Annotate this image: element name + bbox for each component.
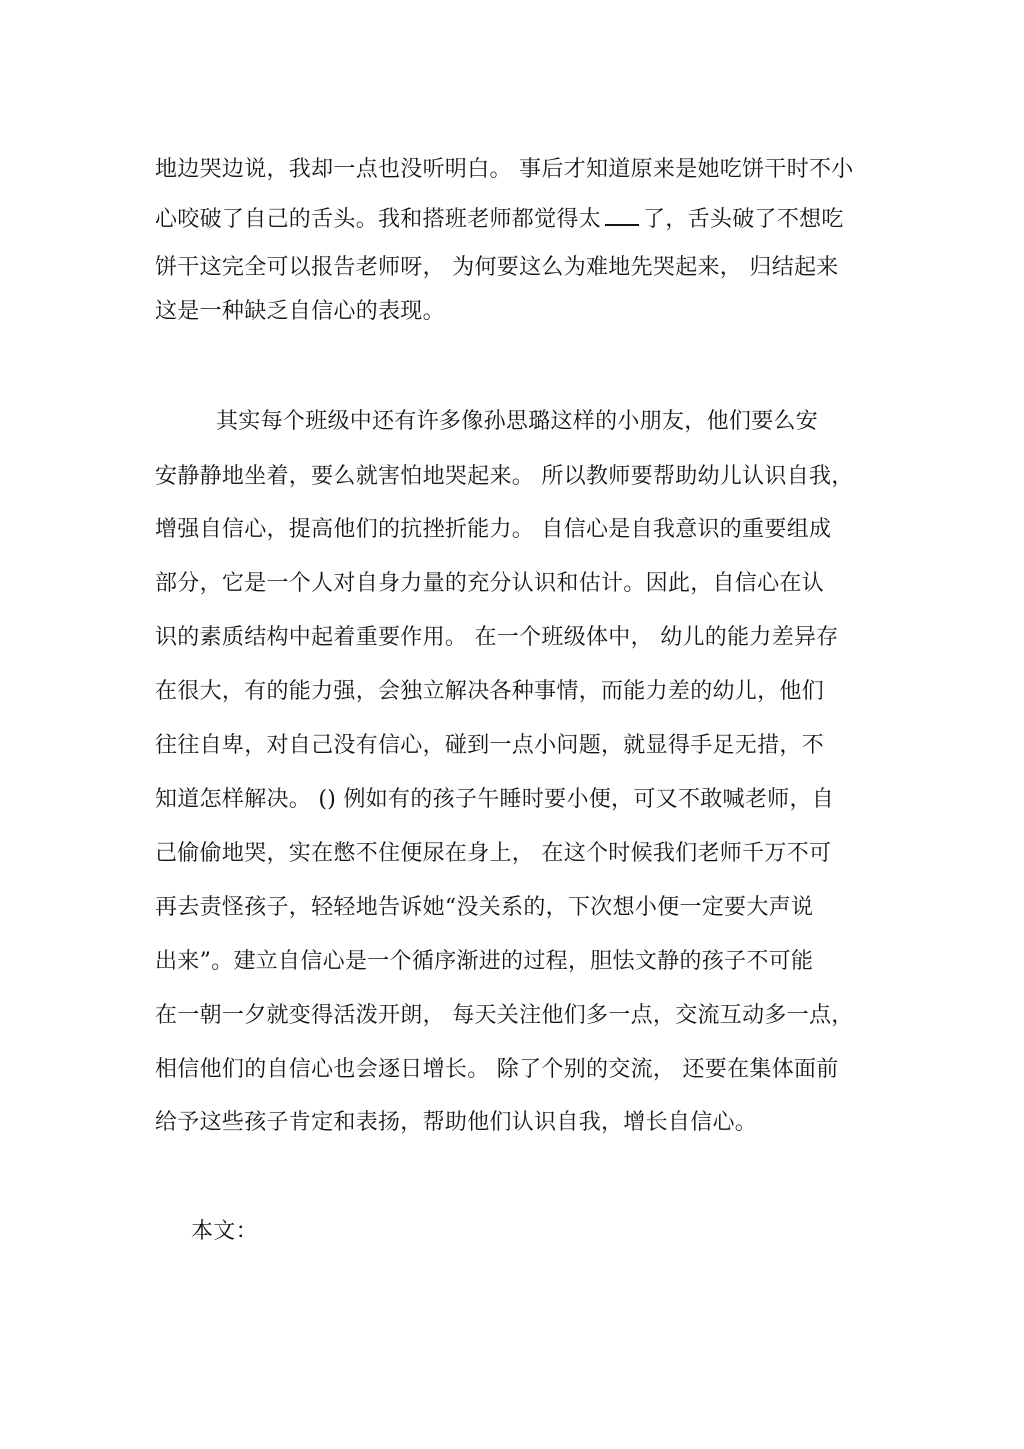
text-line: 增强自信心，提高他们的抗挫折能力。 自信心是自我意识的重要组成 — [155, 517, 832, 542]
text-line: 这是一种缺乏自信心的表现。 — [155, 299, 445, 324]
text-line: 部分，它是一个人对自身力量的充分认识和估计。因此，自信心在认 — [155, 571, 825, 596]
text-line: 安静静地坐着，要么就害怕地哭起来。 所以教师要帮助幼儿认识自我， — [155, 464, 854, 489]
text-line: 己偷偷地哭，实在憋不住便尿在身上， 在这个时候我们老师千万不可 — [155, 841, 832, 866]
text-line: 给予这些孩子肯定和表扬，帮助他们认识自我，增长自信心。 — [155, 1110, 758, 1135]
text-line: 出来”。建立自信心是一个循序渐进的过程，胆怯文静的孩子不可能 — [155, 949, 814, 974]
text-line: 在一朝一夕就变得活泼开朗， 每天关注他们多一点，交流互动多一点， — [155, 1003, 854, 1028]
text-line: 知道怎样解决。 () 例如有的孩子午睡时要小便，可又不敢喊老师，自 — [155, 787, 835, 812]
text-line: 相信他们的自信心也会逐日增长。 除了个别的交流， 还要在集体面前 — [155, 1057, 839, 1082]
text-line: 往往自卑，对自己没有信心，碰到一点小问题，就显得手足无措，不 — [155, 733, 825, 758]
paragraph-first-line: 其实每个班级中还有许多像孙思璐这样的小朋友，他们要么安 — [216, 409, 819, 434]
fill-in-blank — [605, 204, 639, 226]
text-line: 心咬破了自己的舌头。我和搭班老师都觉得太 了，舌头破了不想吃 — [155, 204, 844, 235]
text-line: 地边哭边说，我却一点也没听明白。 事后才知道原来是她吃饼干时不小 — [155, 157, 854, 182]
text-line: 再去责怪孩子，轻轻地告诉她“没关系的，下次想小便一定要大声说 — [155, 895, 814, 920]
footer-label: 本文： — [191, 1219, 258, 1244]
text-line: 在很大，有的能力强，会独立解决各种事情，而能力差的幼儿，他们 — [155, 679, 825, 704]
text-line: 识的素质结构中起着重要作用。 在一个班级体中， 幼儿的能力差异存 — [155, 625, 839, 650]
text-line: 饼干这完全可以报告老师呀， 为何要这么为难地先哭起来， 归结起来 — [155, 255, 839, 280]
